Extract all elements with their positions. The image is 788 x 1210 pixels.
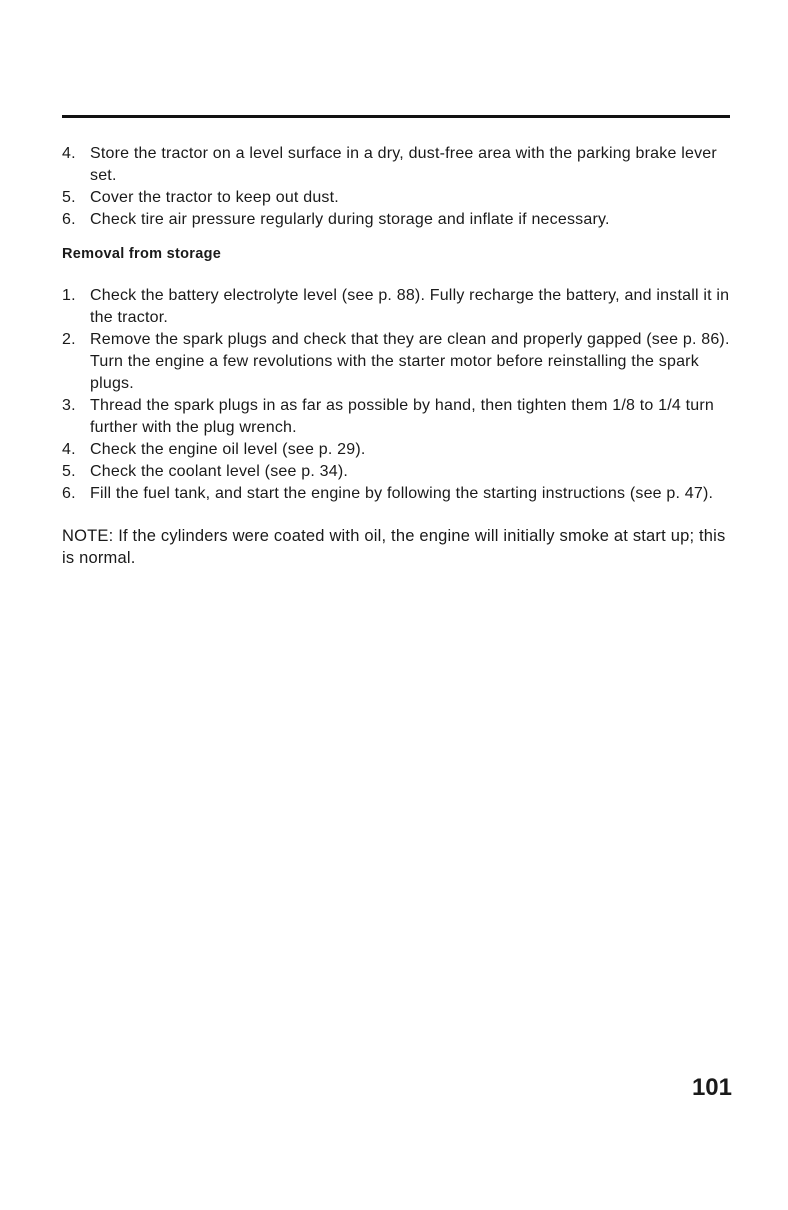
step-number: 6. [62, 485, 76, 502]
list-item [62, 285, 734, 329]
list-item [62, 329, 734, 395]
step-number: 5. [62, 189, 76, 206]
step-number: 3. [62, 397, 76, 414]
list-item [62, 187, 734, 209]
step-text: Check the battery electrolyte level (see p. 88). Fully recharge the battery, and install it in the tractor. [90, 287, 730, 326]
removal-steps-list [62, 285, 734, 505]
page-content [62, 143, 734, 586]
step-text: Check the coolant level (see p. 34). [90, 463, 349, 480]
step-number: 5. [62, 463, 76, 480]
list-item [62, 209, 734, 231]
note-paragraph: NOTE: If the cylinders were coated with oil, the engine will initially smoke at start up; this is normal. [62, 527, 726, 567]
step-text: Store the tractor on a level surface in a dry, dust-free area with the parking brake lever set. [90, 145, 717, 184]
step-number: 6. [62, 211, 76, 228]
step-text: Thread the spark plugs in as far as possible by hand, then tighten them 1/8 to 1/4 turn further with the plug wrench. [90, 397, 714, 436]
list-item [62, 461, 734, 483]
list-item [62, 483, 734, 505]
step-number: 4. [62, 145, 76, 162]
step-text: Cover the tractor to keep out dust. [90, 189, 339, 206]
step-text: Check the engine oil level (see p. 29). [90, 441, 366, 458]
list-item [62, 143, 734, 187]
step-text: Fill the fuel tank, and start the engine by following the starting instructions (see p. 47). [90, 485, 714, 502]
storage-steps-list [62, 143, 734, 231]
list-item [62, 439, 734, 461]
step-text: Check tire air pressure regularly during storage and inflate if necessary. [90, 211, 610, 228]
section-heading: Removal from storage [62, 246, 222, 262]
step-text: Remove the spark plugs and check that they are clean and properly gapped (see p. 86). Turn the engine a few revolutions with the starter motor before reinstalling the spark plugs. [90, 331, 730, 392]
step-number: 1. [62, 287, 76, 304]
list-item [62, 395, 734, 439]
step-number: 2. [62, 331, 76, 348]
header-rule [62, 115, 730, 118]
page-number: 101 [691, 1074, 732, 1101]
step-number: 4. [62, 441, 76, 458]
